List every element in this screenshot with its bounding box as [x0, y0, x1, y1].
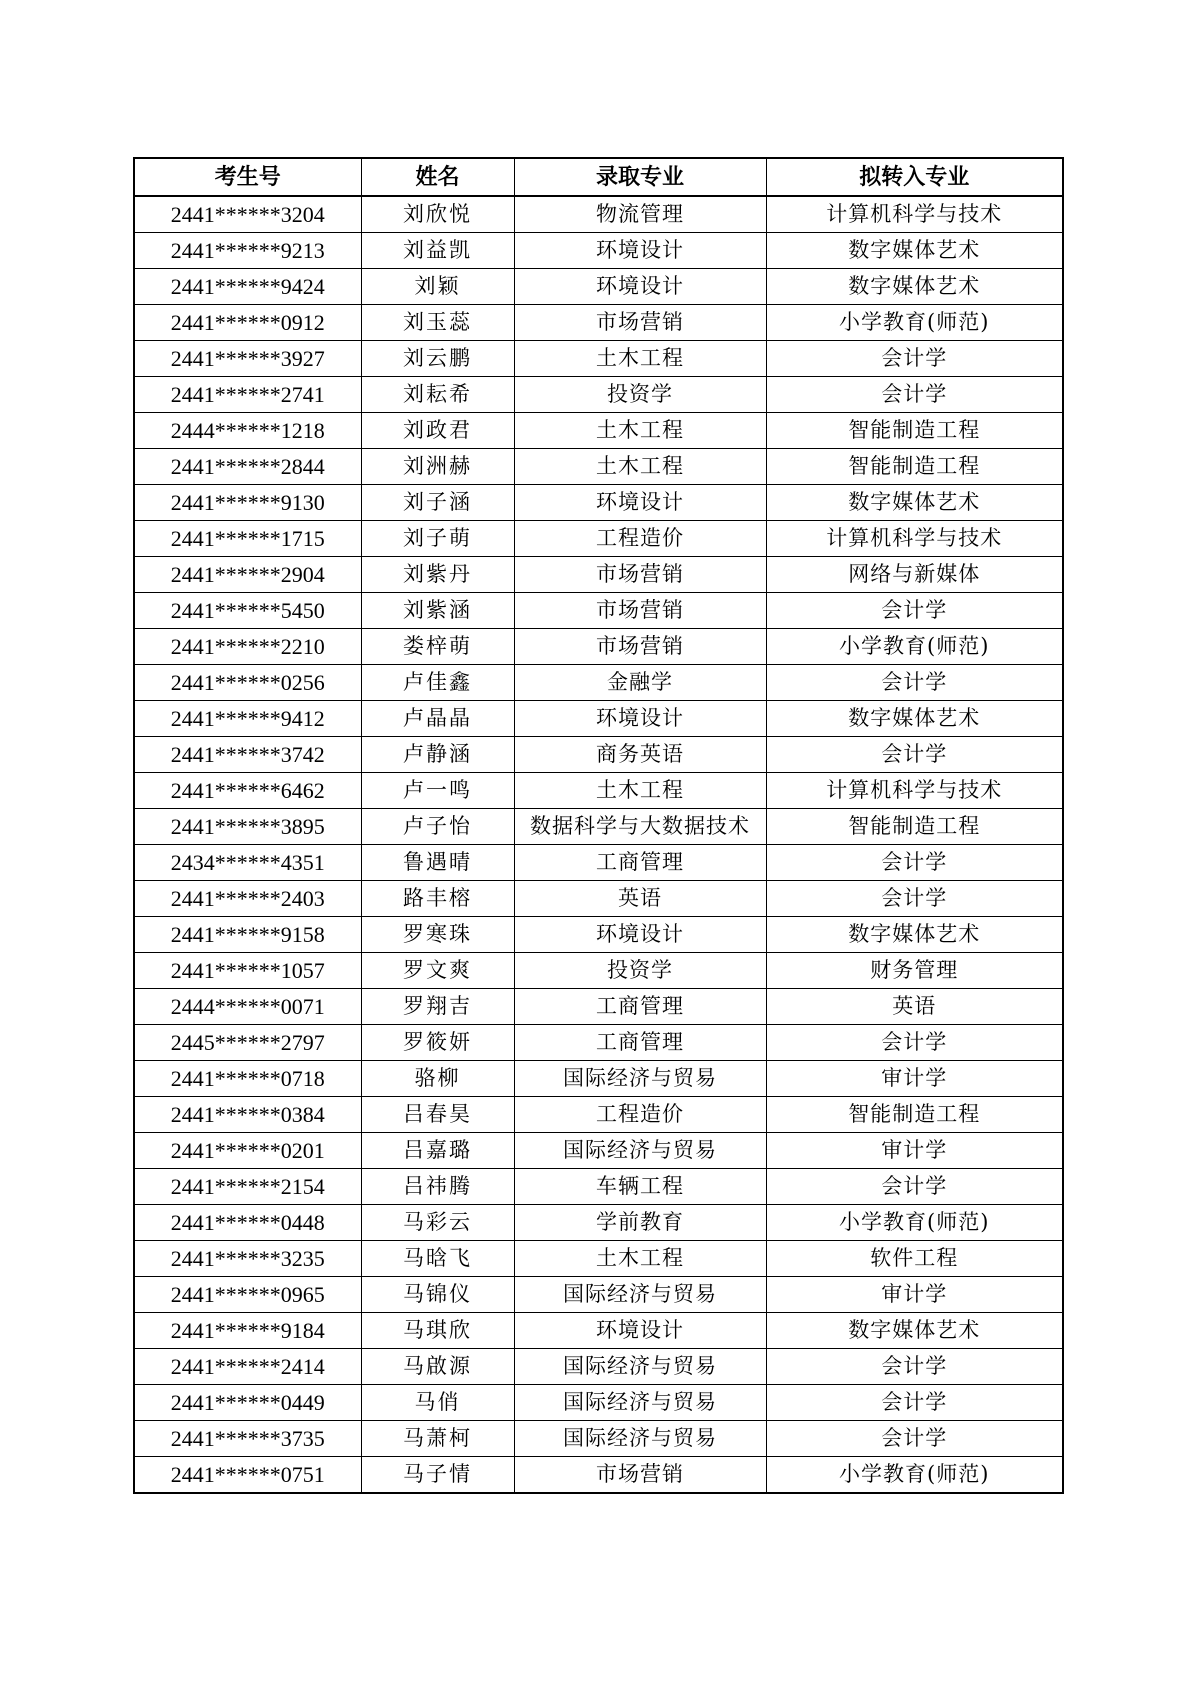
intended-major-cell: 数字媒体艺术 [766, 485, 1063, 521]
student-name-cell: 罗寒珠 [361, 917, 514, 953]
intended-major-cell: 数字媒体艺术 [766, 701, 1063, 737]
header-intended-major: 拟转入专业 [766, 158, 1063, 196]
table-row [134, 701, 1063, 737]
candidate-number-cell: 2445******2797 [134, 1025, 361, 1061]
admitted-major-cell: 市场营销 [514, 1457, 766, 1494]
student-name-cell: 吕嘉璐 [361, 1133, 514, 1169]
intended-major-cell: 会计学 [766, 737, 1063, 773]
student-name-cell: 马萧柯 [361, 1421, 514, 1457]
table-row [134, 557, 1063, 593]
candidate-number-cell: 2444******0071 [134, 989, 361, 1025]
admitted-major-cell: 国际经济与贸易 [514, 1421, 766, 1457]
intended-major-cell: 会计学 [766, 377, 1063, 413]
admitted-major-cell: 国际经济与贸易 [514, 1385, 766, 1421]
intended-major-cell: 会计学 [766, 341, 1063, 377]
student-name-cell: 刘子涵 [361, 485, 514, 521]
intended-major-cell: 智能制造工程 [766, 1097, 1063, 1133]
intended-major-cell: 会计学 [766, 665, 1063, 701]
table-row [134, 269, 1063, 305]
intended-major-cell: 网络与新媒体 [766, 557, 1063, 593]
intended-major-cell: 小学教育(师范) [766, 629, 1063, 665]
transfer-list-table [133, 157, 1064, 1494]
admitted-major-cell: 市场营销 [514, 629, 766, 665]
admitted-major-cell: 国际经济与贸易 [514, 1349, 766, 1385]
candidate-number-cell: 2434******4351 [134, 845, 361, 881]
table-row [134, 1169, 1063, 1205]
admitted-major-cell: 环境设计 [514, 917, 766, 953]
admitted-major-cell: 土木工程 [514, 773, 766, 809]
intended-major-cell: 智能制造工程 [766, 449, 1063, 485]
candidate-number-cell: 2441******9213 [134, 233, 361, 269]
intended-major-cell: 财务管理 [766, 953, 1063, 989]
candidate-number-cell: 2441******1057 [134, 953, 361, 989]
table-row [134, 1205, 1063, 1241]
student-name-cell: 娄梓萌 [361, 629, 514, 665]
intended-major-cell: 会计学 [766, 1385, 1063, 1421]
admitted-major-cell: 学前教育 [514, 1205, 766, 1241]
admitted-major-cell: 土木工程 [514, 413, 766, 449]
admitted-major-cell: 土木工程 [514, 341, 766, 377]
admitted-major-cell: 环境设计 [514, 701, 766, 737]
admitted-major-cell: 工程造价 [514, 521, 766, 557]
candidate-number-cell: 2441******9412 [134, 701, 361, 737]
header-candidate-number: 考生号 [134, 158, 361, 196]
candidate-number-cell: 2441******3235 [134, 1241, 361, 1277]
intended-major-cell: 会计学 [766, 1169, 1063, 1205]
intended-major-cell: 审计学 [766, 1133, 1063, 1169]
admitted-major-cell: 物流管理 [514, 196, 766, 233]
admitted-major-cell: 车辆工程 [514, 1169, 766, 1205]
admitted-major-cell: 投资学 [514, 377, 766, 413]
admitted-major-cell: 工程造价 [514, 1097, 766, 1133]
admitted-major-cell: 工商管理 [514, 989, 766, 1025]
student-name-cell: 路丰榕 [361, 881, 514, 917]
intended-major-cell: 会计学 [766, 1025, 1063, 1061]
candidate-number-cell: 2441******3204 [134, 196, 361, 233]
student-name-cell: 卢晶晶 [361, 701, 514, 737]
table-row [134, 629, 1063, 665]
intended-major-cell: 软件工程 [766, 1241, 1063, 1277]
table-row [134, 521, 1063, 557]
candidate-number-cell: 2441******2844 [134, 449, 361, 485]
admitted-major-cell: 国际经济与贸易 [514, 1133, 766, 1169]
student-name-cell: 刘耘希 [361, 377, 514, 413]
table-row [134, 1385, 1063, 1421]
admitted-major-cell: 投资学 [514, 953, 766, 989]
table-row [134, 341, 1063, 377]
student-name-cell: 罗筱妍 [361, 1025, 514, 1061]
candidate-number-cell: 2444******1218 [134, 413, 361, 449]
table-row [134, 1421, 1063, 1457]
student-name-cell: 刘欣悦 [361, 196, 514, 233]
candidate-number-cell: 2441******1715 [134, 521, 361, 557]
candidate-number-cell: 2441******2741 [134, 377, 361, 413]
student-name-cell: 骆柳 [361, 1061, 514, 1097]
candidate-number-cell: 2441******0718 [134, 1061, 361, 1097]
candidate-number-cell: 2441******0256 [134, 665, 361, 701]
candidate-number-cell: 2441******0751 [134, 1457, 361, 1494]
intended-major-cell: 计算机科学与技术 [766, 196, 1063, 233]
intended-major-cell: 数字媒体艺术 [766, 233, 1063, 269]
table-row [134, 737, 1063, 773]
admitted-major-cell: 工商管理 [514, 1025, 766, 1061]
student-name-cell: 卢静涵 [361, 737, 514, 773]
table-row [134, 953, 1063, 989]
admitted-major-cell: 数据科学与大数据技术 [514, 809, 766, 845]
table-row [134, 1133, 1063, 1169]
intended-major-cell: 数字媒体艺术 [766, 1313, 1063, 1349]
student-name-cell: 罗文爽 [361, 953, 514, 989]
student-name-cell: 吕春昊 [361, 1097, 514, 1133]
intended-major-cell: 会计学 [766, 881, 1063, 917]
intended-major-cell: 小学教育(师范) [766, 305, 1063, 341]
intended-major-cell: 英语 [766, 989, 1063, 1025]
candidate-number-cell: 2441******2210 [134, 629, 361, 665]
candidate-number-cell: 2441******0912 [134, 305, 361, 341]
intended-major-cell: 会计学 [766, 1349, 1063, 1385]
admitted-major-cell: 土木工程 [514, 449, 766, 485]
candidate-number-cell: 2441******0201 [134, 1133, 361, 1169]
intended-major-cell: 计算机科学与技术 [766, 521, 1063, 557]
student-name-cell: 刘玉蕊 [361, 305, 514, 341]
table-row [134, 917, 1063, 953]
intended-major-cell: 会计学 [766, 1421, 1063, 1457]
table-row [134, 1457, 1063, 1494]
student-name-cell: 刘紫涵 [361, 593, 514, 629]
student-name-cell: 马晗飞 [361, 1241, 514, 1277]
admitted-major-cell: 环境设计 [514, 269, 766, 305]
student-name-cell: 刘云鹏 [361, 341, 514, 377]
student-name-cell: 马子情 [361, 1457, 514, 1494]
table-row [134, 1097, 1063, 1133]
table-row [134, 305, 1063, 341]
intended-major-cell: 数字媒体艺术 [766, 917, 1063, 953]
candidate-number-cell: 2441******0449 [134, 1385, 361, 1421]
table-row [134, 845, 1063, 881]
candidate-number-cell: 2441******9130 [134, 485, 361, 521]
intended-major-cell: 计算机科学与技术 [766, 773, 1063, 809]
admitted-major-cell: 环境设计 [514, 233, 766, 269]
header-row [134, 158, 1063, 196]
table-body [134, 196, 1063, 1493]
student-name-cell: 刘子萌 [361, 521, 514, 557]
table-row [134, 1025, 1063, 1061]
candidate-number-cell: 2441******3735 [134, 1421, 361, 1457]
table-row [134, 593, 1063, 629]
student-name-cell: 刘颖 [361, 269, 514, 305]
student-name-cell: 马琪欣 [361, 1313, 514, 1349]
student-name-cell: 刘洲赫 [361, 449, 514, 485]
admitted-major-cell: 环境设计 [514, 485, 766, 521]
student-name-cell: 刘益凯 [361, 233, 514, 269]
candidate-number-cell: 2441******2154 [134, 1169, 361, 1205]
student-name-cell: 马锦仪 [361, 1277, 514, 1313]
admitted-major-cell: 工商管理 [514, 845, 766, 881]
table-row [134, 665, 1063, 701]
table-row [134, 1277, 1063, 1313]
intended-major-cell: 智能制造工程 [766, 809, 1063, 845]
candidate-number-cell: 2441******3895 [134, 809, 361, 845]
admitted-major-cell: 市场营销 [514, 305, 766, 341]
intended-major-cell: 审计学 [766, 1061, 1063, 1097]
student-name-cell: 马啟源 [361, 1349, 514, 1385]
candidate-number-cell: 2441******0384 [134, 1097, 361, 1133]
candidate-number-cell: 2441******3927 [134, 341, 361, 377]
student-name-cell: 马俏 [361, 1385, 514, 1421]
admitted-major-cell: 商务英语 [514, 737, 766, 773]
header-admitted-major: 录取专业 [514, 158, 766, 196]
table-row [134, 881, 1063, 917]
student-name-cell: 鲁遇晴 [361, 845, 514, 881]
table-row [134, 1349, 1063, 1385]
student-name-cell: 马彩云 [361, 1205, 514, 1241]
table-row [134, 1313, 1063, 1349]
admitted-major-cell: 国际经济与贸易 [514, 1061, 766, 1097]
candidate-number-cell: 2441******0965 [134, 1277, 361, 1313]
admitted-major-cell: 环境设计 [514, 1313, 766, 1349]
student-name-cell: 卢子怡 [361, 809, 514, 845]
intended-major-cell: 小学教育(师范) [766, 1205, 1063, 1241]
header-name: 姓名 [361, 158, 514, 196]
admitted-major-cell: 国际经济与贸易 [514, 1277, 766, 1313]
candidate-number-cell: 2441******6462 [134, 773, 361, 809]
candidate-number-cell: 2441******2414 [134, 1349, 361, 1385]
student-name-cell: 卢佳鑫 [361, 665, 514, 701]
admitted-major-cell: 英语 [514, 881, 766, 917]
admitted-major-cell: 市场营销 [514, 593, 766, 629]
table-header [134, 158, 1063, 196]
candidate-number-cell: 2441******9184 [134, 1313, 361, 1349]
student-name-cell: 罗翔吉 [361, 989, 514, 1025]
candidate-number-cell: 2441******2403 [134, 881, 361, 917]
table-row [134, 233, 1063, 269]
table-row [134, 773, 1063, 809]
candidate-number-cell: 2441******2904 [134, 557, 361, 593]
student-name-cell: 刘政君 [361, 413, 514, 449]
student-name-cell: 吕祎腾 [361, 1169, 514, 1205]
intended-major-cell: 审计学 [766, 1277, 1063, 1313]
intended-major-cell: 小学教育(师范) [766, 1457, 1063, 1494]
candidate-number-cell: 2441******9158 [134, 917, 361, 953]
table-row [134, 449, 1063, 485]
table-row [134, 1061, 1063, 1097]
table-row [134, 989, 1063, 1025]
student-name-cell: 卢一鸣 [361, 773, 514, 809]
intended-major-cell: 会计学 [766, 593, 1063, 629]
candidate-number-cell: 2441******5450 [134, 593, 361, 629]
table-row [134, 413, 1063, 449]
student-name-cell: 刘紫丹 [361, 557, 514, 593]
table-row [134, 377, 1063, 413]
admitted-major-cell: 市场营销 [514, 557, 766, 593]
admitted-major-cell: 金融学 [514, 665, 766, 701]
table-row [134, 809, 1063, 845]
table-row [134, 196, 1063, 233]
candidate-number-cell: 2441******3742 [134, 737, 361, 773]
candidate-number-cell: 2441******0448 [134, 1205, 361, 1241]
table-row [134, 485, 1063, 521]
intended-major-cell: 会计学 [766, 845, 1063, 881]
intended-major-cell: 数字媒体艺术 [766, 269, 1063, 305]
intended-major-cell: 智能制造工程 [766, 413, 1063, 449]
admitted-major-cell: 土木工程 [514, 1241, 766, 1277]
candidate-number-cell: 2441******9424 [134, 269, 361, 305]
table-row [134, 1241, 1063, 1277]
